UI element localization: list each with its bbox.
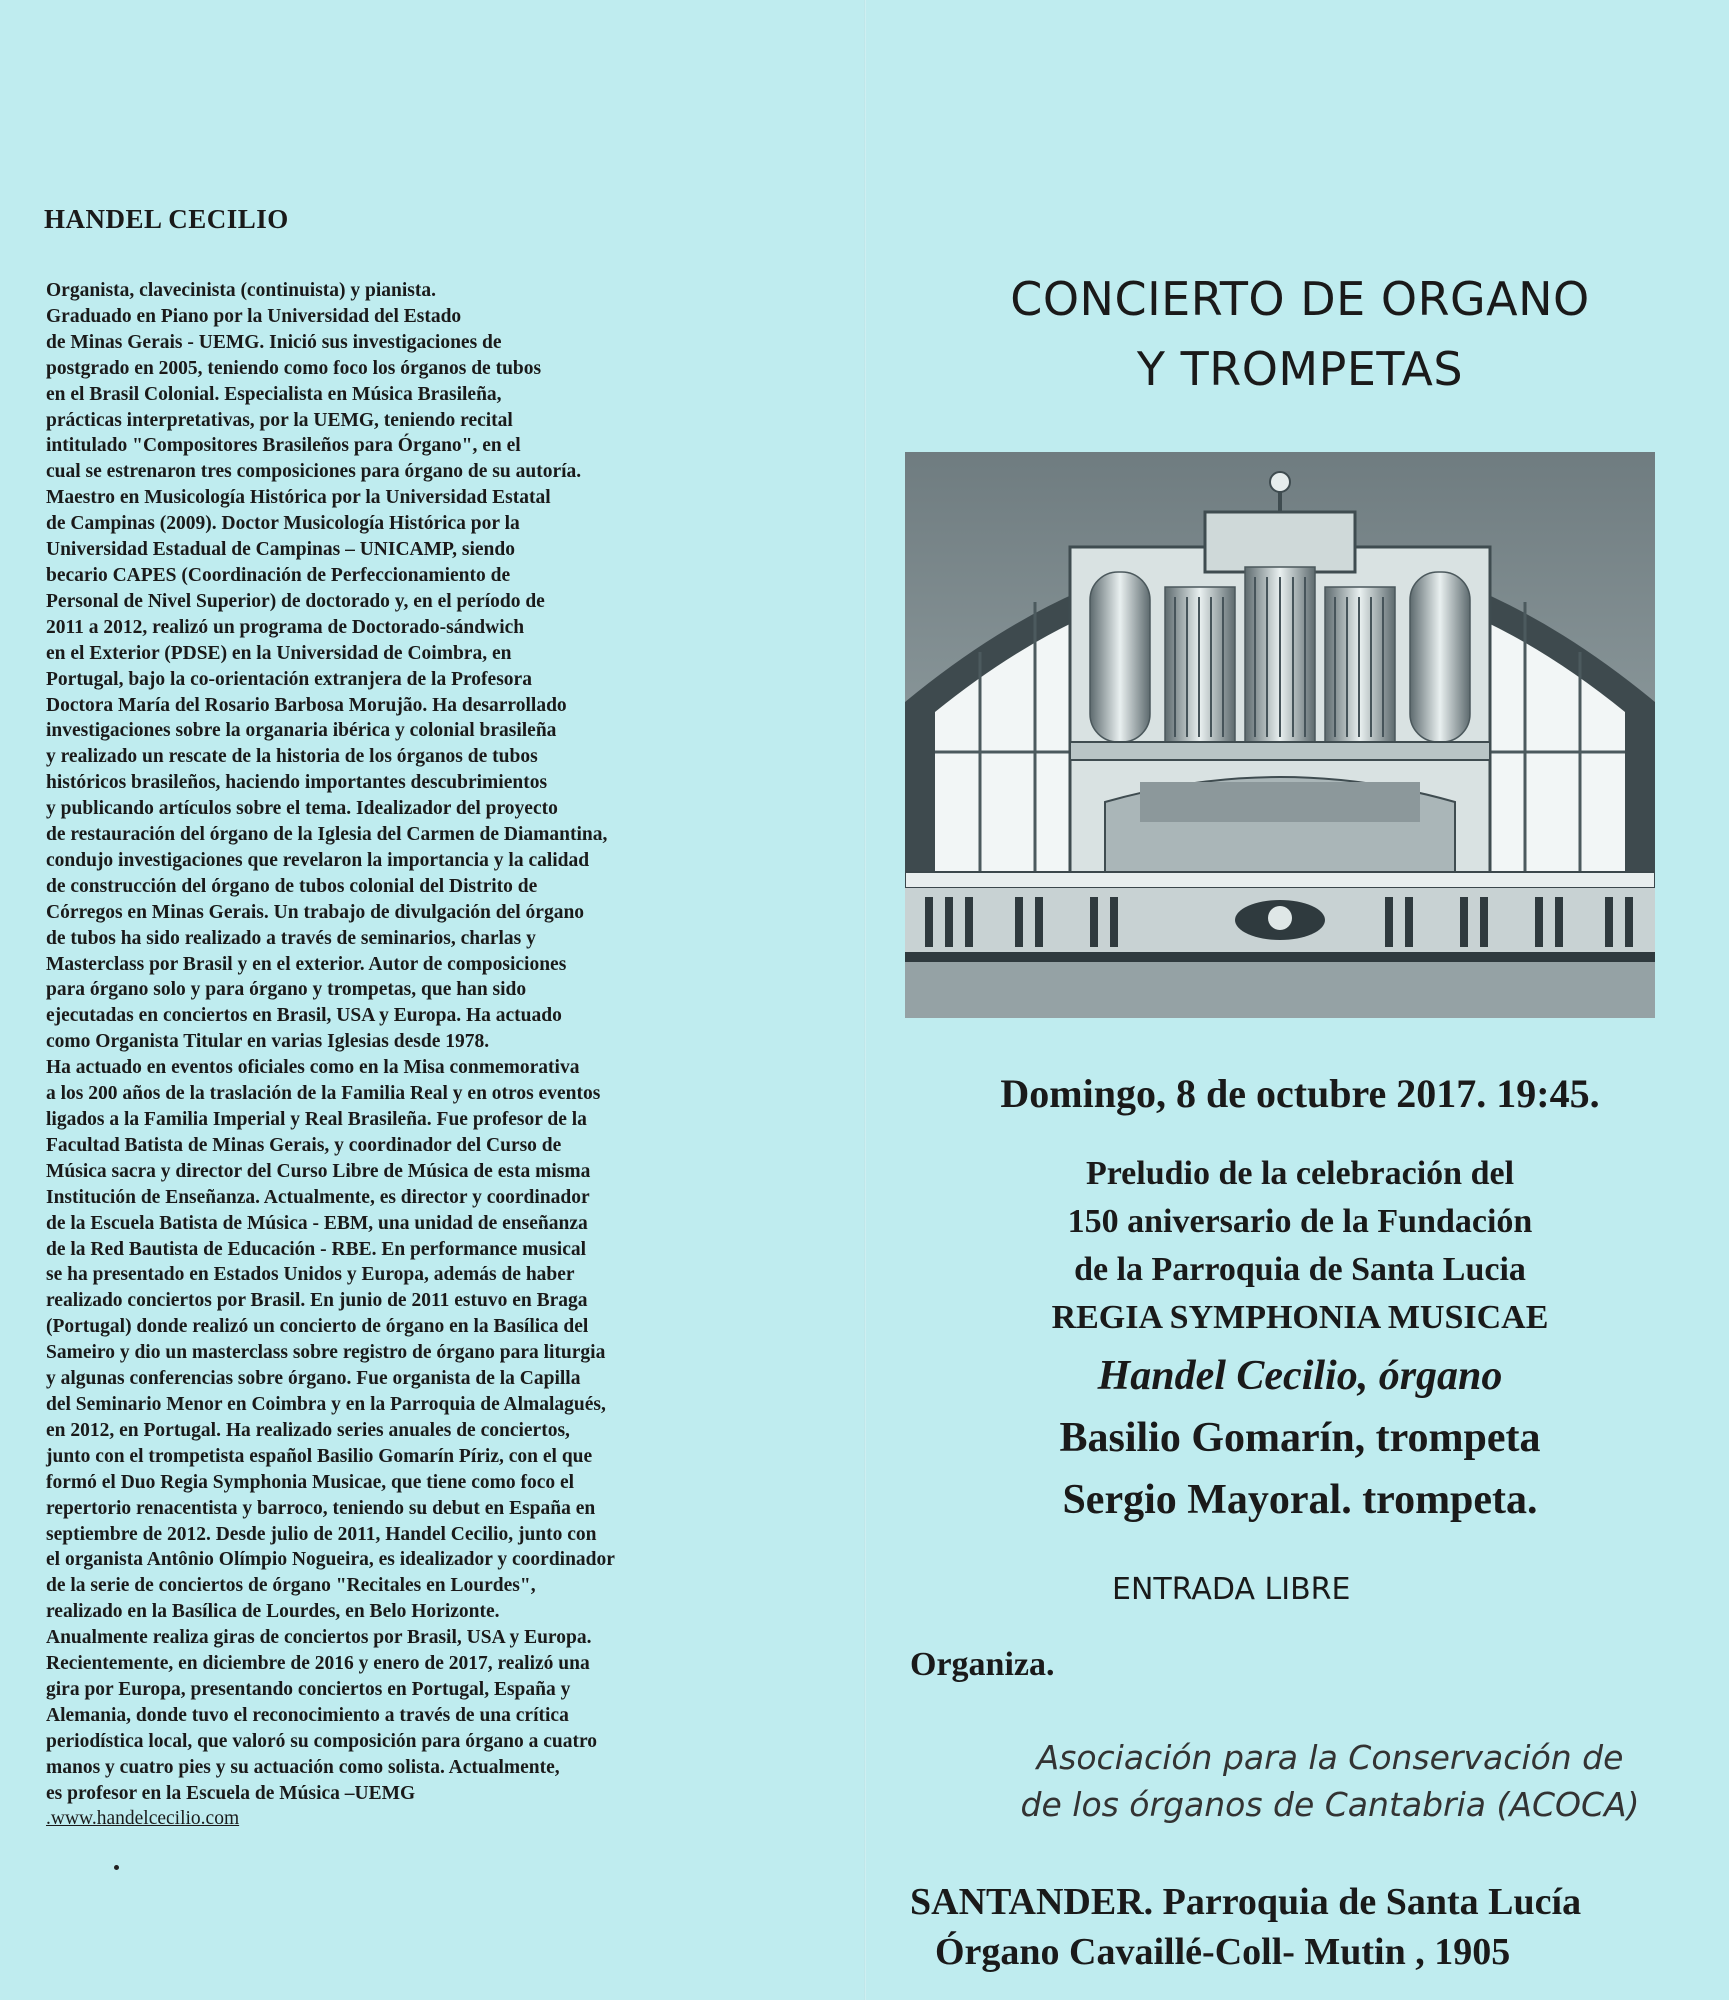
bio-line: Música sacra y director del Curso Libre de Música de esta misma [46,1160,591,1182]
bio-line: postgrado en 2005, teniendo como foco los órganos de tubos [46,357,542,379]
bio-line: es profesor en la Escuela de Música –UEMG [46,1782,416,1804]
bio-line: históricos brasileños, haciendo importantes descubrimientos [46,772,548,794]
bio-line: periodística local, que valoró su composición para órgano a cuatro [46,1730,598,1752]
concert-title-line1: CONCIERTO DE ORGANO [1010,272,1590,326]
website-link[interactable]: .www.handelcecilio.com [46,1808,240,1830]
bio-line: (Portugal) donde realizó un concierto de órgano en la Basílica del [46,1316,589,1338]
bio-line: y publicando artículos sobre el tema. Idealizador del proyecto [46,798,558,820]
free-entry: ENTRADA LIBRE [1112,1572,1351,1607]
bio-line: cual se estrenaron tres composiciones para órgano de su autoría. [46,461,582,483]
performer-organ: Handel Cecilio, órgano [1097,1353,1503,1399]
bio-line: el organista Antônio Olímpio Nogueira, es idealizador y coordinador [46,1549,615,1571]
bio-line: Institución de Enseñanza. Actualmente, es director y coordinador [46,1186,590,1208]
organizer-name-line2: de los órganos de Cantabria (ACOCA) [1020,1785,1640,1824]
bio-line: Maestro en Musicología Histórica por la Universidad Estatal [46,487,551,509]
page-fold [864,0,866,2000]
bio-line: Sameiro y dio un masterclass sobre registro de órgano para liturgia [46,1342,606,1364]
bio-line: Alemania, donde tuvo el reconocimiento a través de una crítica [46,1704,569,1726]
bio-line: prácticas interpretativas, por la UEMG, teniendo recital [46,409,513,431]
bio-line: ligados a la Familia Imperial y Real Brasileña. Fue profesor de la [46,1109,587,1130]
bio-line: y realizado un rescate de la historia de los órganos de tubos [46,746,538,768]
bio-line: formó el Duo Regia Symphonia Musicae, que tiene como foco el [46,1471,575,1493]
bio-line: Organista, clavecinista (continuista) y pianista. [46,280,437,301]
occasion-line: Preludio de la celebración del [1085,1155,1515,1192]
ensemble-name: REGIA SYMPHONIA MUSICAE [1051,1299,1549,1336]
bio-line: se ha presentado en Estados Unidos y Europa, además de haber [46,1264,575,1286]
bio-line: a los 200 años de la traslación de la Familia Real y en otros eventos [46,1083,601,1105]
bio-line: septiembre de 2012. Desde julio de 2011, Handel Cecilio, junto con [46,1523,597,1545]
bio-line: Córregos en Minas Gerais. Un trabajo de divulgación del órgano [46,901,585,923]
bio-body [46,278,736,1832]
bio-line: Portugal, bajo la co-orientación extranjera de la Profesora [46,668,532,690]
occasion-line: de la Parroquia de Santa Lucia [1074,1251,1526,1288]
bio-line: manos y cuatro pies y su actuación como solista. Actualmente, [46,1756,560,1778]
bio-line: y algunas conferencias sobre órgano. Fue organista de la Capilla [46,1368,581,1390]
performer-trumpet-2: Sergio Mayoral. trompeta. [1062,1477,1538,1523]
bio-line: realizado conciertos por Brasil. En junio de 2011 estuvo en Braga [46,1290,588,1312]
bio-line: Facultad Batista de Minas Gerais, y coordinador del Curso de [46,1134,562,1156]
bio-line: de tubos ha sido realizado a través de seminarios, charlas y [46,927,536,949]
bio-line: Recientemente, en diciembre de 2016 y enero de 2017, realizó una [46,1653,590,1675]
occasion-line: 150 aniversario de la Fundación [1067,1203,1533,1240]
bio-line: Universidad Estadual de Campinas – UNICAMP, siendo [46,539,515,561]
bio-line: de la Red Bautista de Educación - RBE. En performance musical [46,1238,587,1260]
organizer-name-line1: Asociación para la Conservación de [1036,1738,1624,1777]
bio-heading: HANDEL CECILIO [44,204,289,234]
bio-line: en 2012, en Portugal. Ha realizado series anuales de conciertos, [46,1419,570,1441]
bio-line: para órgano solo y para órgano y trompetas, que han sido [46,979,527,1001]
bio-line: Doctora María del Rosario Barbosa Morujão. Ha desarrollado [46,694,567,716]
performer-trumpet-1: Basilio Gomarín, trompeta [1059,1415,1541,1461]
bio-line: de construcción del órgano de tubos colonial del Distrito de [46,875,538,897]
bio-line: ejecutadas en conciertos en Brasil, USA y Europa. Ha actuado [46,1005,562,1027]
bio-line: realizado en la Basílica de Lourdes, en Belo Horizonte. [46,1601,500,1623]
bio-line: del Seminario Menor en Coimbra y en la Parroquia de Almalagués, [46,1393,606,1415]
bio-line: en el Exterior (PDSE) en la Universidad de Coimbra, en [46,642,512,664]
bio-line: Masterclass por Brasil y en el exterior. Autor de composiciones [46,953,567,975]
bio-line: gira por Europa, presentando conciertos en Portugal, España y [46,1678,571,1700]
bio-line: Graduado en Piano por la Universidad del Estado [46,305,462,327]
bio-line: Anualmente realiza giras de conciertos por Brasil, USA y Europa. [46,1627,592,1649]
bio-line: de restauración del órgano de la Iglesia del Carmen de Diamantina, [46,824,608,846]
concert-date: Domingo, 8 de octubre 2017. 19:45. [1000,1071,1600,1116]
organizer-label: Organiza. [910,1646,1055,1683]
bio-line: de la serie de conciertos de órgano "Recitales en Lourdes", [46,1575,536,1597]
bio-line: Ha actuado en eventos oficiales como en la Misa conmemorativa [46,1057,580,1079]
venue-line1: SANTANDER. Parroquia de Santa Lucía [910,1881,1582,1923]
bio-line: en el Brasil Colonial. Especialista en Música Brasileña, [46,383,502,405]
concert-title-line2: Y TROMPETAS [1136,342,1464,396]
bio-line: de la Escuela Batista de Música - EBM, una unidad de enseñanza [46,1212,588,1234]
bio-line: de Minas Gerais - UEMG. Inició sus investigaciones de [46,331,502,353]
bio-line: Personal de Nivel Superior) de doctorado y, en el período de [46,590,545,612]
bio-line: 2011 a 2012, realizó un programa de Doctorado-sándwich [46,616,525,638]
bio-line: becario CAPES (Coordinación de Perfeccionamiento de [46,564,511,586]
bio-line: intitulado "Compositores Brasileños para Órgano", en el [46,435,521,457]
venue-line2: Órgano Cavaillé-Coll- Mutin , 1905 [935,1931,1511,1973]
ink-dot [114,1865,119,1870]
bio-line: investigaciones sobre la organaria ibérica y colonial brasileña [46,720,557,742]
bio-line: condujo investigaciones que revelaron la importancia y la calidad [46,849,590,871]
organ-photo [905,452,1655,1018]
bio-line: como Organista Titular en varias Iglesias desde 1978. [46,1031,490,1053]
bio-line: repertorio renacentista y barroco, teniendo su debut en España en [46,1497,596,1519]
bio-line: de Campinas (2009). Doctor Musicología Histórica por la [46,513,520,535]
bio-line: junto con el trompetista español Basilio Gomarín Píriz, con el que [46,1445,593,1467]
